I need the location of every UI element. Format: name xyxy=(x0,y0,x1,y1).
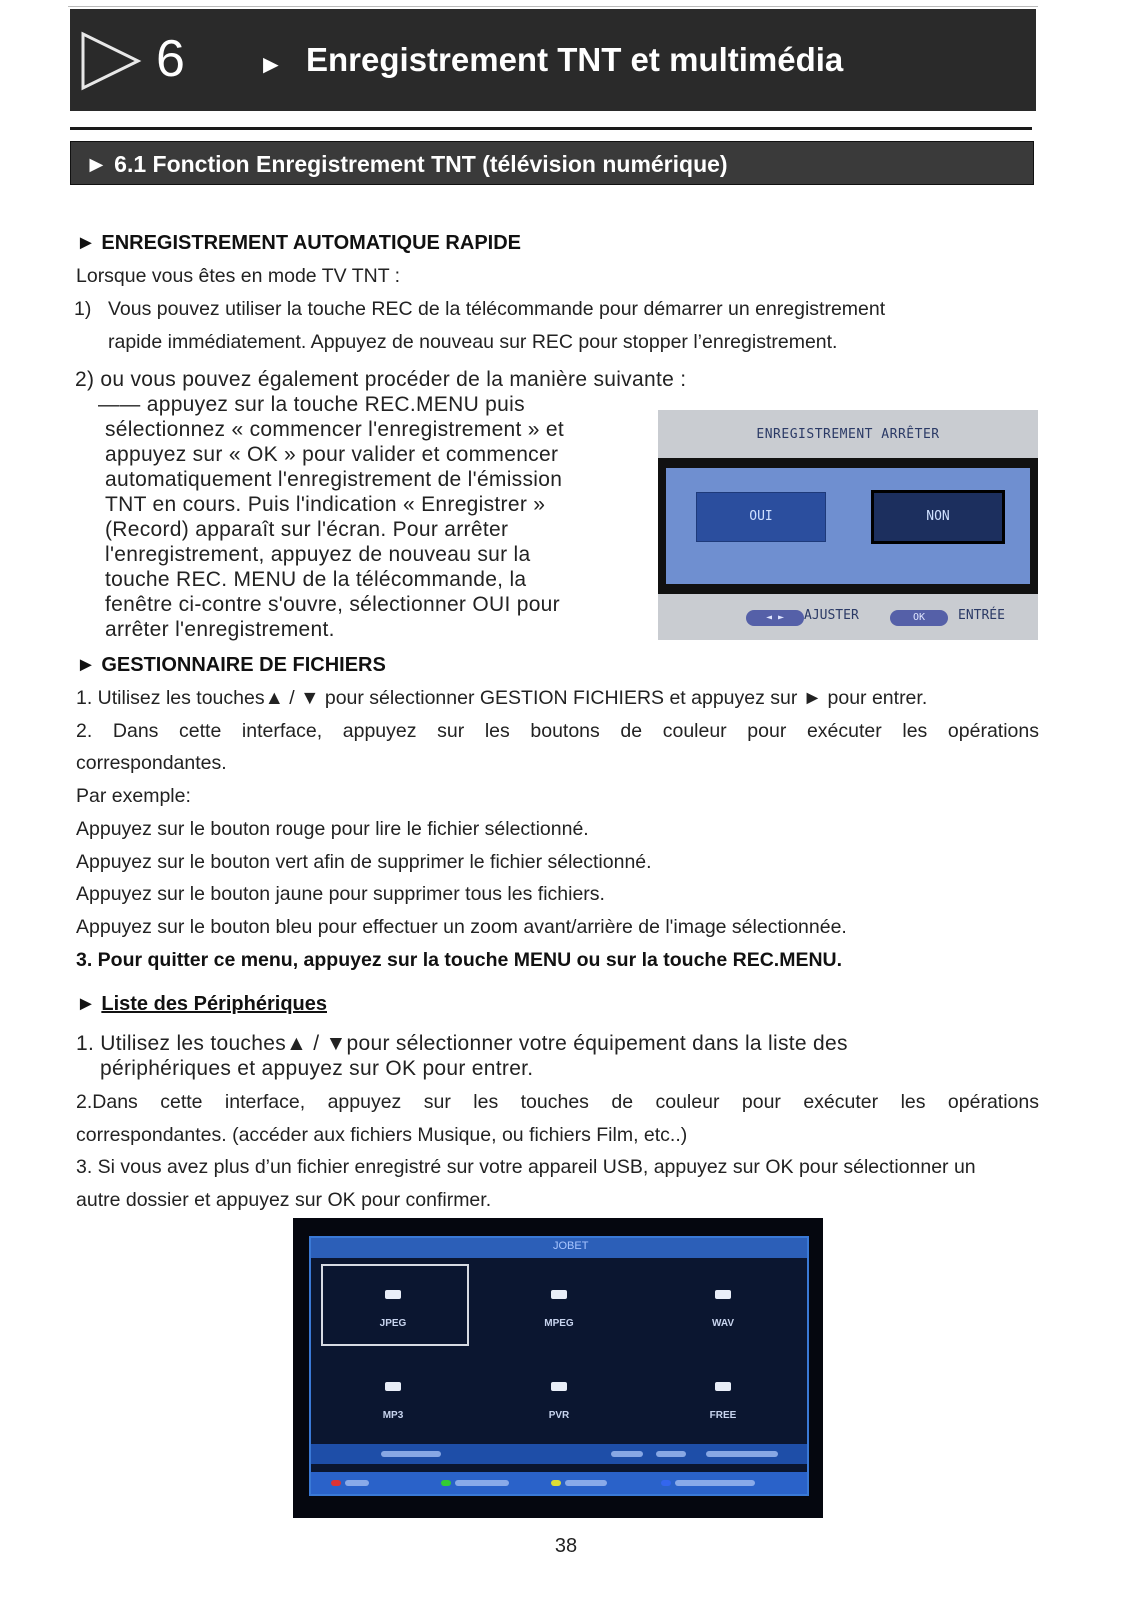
chapter-banner xyxy=(70,9,1036,111)
media-item-pvr[interactable] xyxy=(519,1378,599,1421)
media-item-label: JPEG xyxy=(379,1318,407,1329)
red-key-icon xyxy=(331,1480,341,1486)
media-item-jpeg[interactable] xyxy=(353,1286,433,1329)
rapide-intro: Lorsque vous êtes en mode TV TNT : xyxy=(76,265,401,287)
periph-heading-text: Liste des Périphériques xyxy=(101,993,327,1015)
dialog-yes-button[interactable]: OUI xyxy=(696,492,826,542)
media-tab-label: JOBET xyxy=(553,1240,589,1252)
folder-icon xyxy=(551,1382,567,1391)
enter-label: ENTRÉE xyxy=(958,608,1005,623)
rapide-item2-text-2: sélectionnez « commencer l'enregistrement » et xyxy=(105,418,565,441)
gestion-line-2a: 2. Dans cette interface, appuyez sur les boutons de couleur pour exécuter les opérations xyxy=(76,720,1039,742)
media-browser-screenshot xyxy=(293,1218,823,1518)
dialog-footer xyxy=(658,594,1038,640)
media-topbar xyxy=(311,1238,807,1258)
media-item-mpeg[interactable] xyxy=(519,1286,599,1329)
rapide-item1-line2: rapide immédiatement. Appuyez de nouveau sur REC pour stopper l’enregistrement. xyxy=(108,331,838,353)
section-divider xyxy=(70,127,1032,130)
gestion-line-1: 1. Utilisez les touches▲ / ▼ pour sélectionner GESTION FICHIERS et appuyez sur ► pour entrer. xyxy=(76,687,928,709)
media-info-strip xyxy=(311,1444,807,1464)
media-item-wav[interactable] xyxy=(683,1286,763,1329)
rapide-item2-text-7: l'enregistrement, appuyez de nouveau sur la xyxy=(105,543,531,566)
rapide-item2-text-3: appuyez sur « OK » pour valider et commencer xyxy=(105,443,559,466)
periph-line-3a: 3. Si vous avez plus d’un fichier enregistré sur votre appareil USB, appuyez sur OK pour sélectionner un xyxy=(76,1156,976,1178)
rapide-item2-text-4: automatiquement l'enregistrement de l'émission xyxy=(105,468,563,491)
rapide-item2-text-10: arrêter l'enregistrement. xyxy=(105,618,335,641)
periph-heading-arrow: ► xyxy=(76,993,102,1015)
media-item-label: MPEG xyxy=(544,1318,574,1329)
periph-line-1b: périphériques et appuyez sur OK pour entrer. xyxy=(100,1057,534,1080)
gestion-line-red: Appuyez sur le bouton rouge pour lire le fichier sélectionné. xyxy=(76,818,589,840)
periph-line-2b: correspondantes. (accéder aux fichiers Musique, ou fichiers Film, etc..) xyxy=(76,1124,688,1146)
rapide-item1-line1: Vous pouvez utiliser la touche REC de la télécommande pour démarrer un enregistrement xyxy=(108,298,886,320)
gestion-line-blue: Appuyez sur le bouton bleu pour effectuer un zoom avant/arrière de l'image sélectionnée. xyxy=(76,916,847,938)
rapide-heading: ► ENREGISTREMENT AUTOMATIQUE RAPIDE xyxy=(76,232,521,254)
stop-recording-dialog xyxy=(658,410,1038,640)
rapide-item2-line: 2) ou vous pouvez également procéder de la manière suivante : xyxy=(75,368,687,391)
gestion-line-quit: 3. Pour quitter ce menu, appuyez sur la touche MENU ou sur la touche REC.MENU. xyxy=(76,949,843,971)
gestion-line-yellow: Appuyez sur le bouton jaune pour supprimer tous les fichiers. xyxy=(76,883,605,905)
dialog-body xyxy=(666,468,1030,584)
green-key-icon xyxy=(441,1480,451,1486)
chapter-number: 6 xyxy=(156,30,185,88)
media-item-free[interactable] xyxy=(683,1378,763,1421)
folder-icon xyxy=(385,1382,401,1391)
media-item-label: WAV xyxy=(711,1318,735,1329)
periph-line-2a: 2.Dans cette interface, appuyez sur les touches de couleur pour exécuter les opérations xyxy=(76,1091,1039,1113)
periph-line-1a: 1. Utilisez les touches▲ / ▼pour sélectionner votre équipement dans la liste des xyxy=(76,1032,848,1055)
chapter-title: Enregistrement TNT et multimédia xyxy=(306,41,844,78)
blue-key-icon xyxy=(661,1480,671,1486)
media-color-key-strip xyxy=(311,1472,807,1494)
media-item-label: MP3 xyxy=(382,1410,404,1421)
media-item-label: PVR xyxy=(548,1410,570,1421)
dialog-title: ENREGISTREMENT ARRÊTER xyxy=(658,410,1038,458)
periph-line-3b: autre dossier et appuyez sur OK pour confirmer. xyxy=(76,1189,492,1211)
adjust-arrows-icon: ◄ ► xyxy=(746,610,804,626)
rapide-item1-number: 1) xyxy=(74,298,92,320)
rapide-item2-text-1: —— appuyez sur la touche REC.MENU puis xyxy=(98,393,525,416)
rapide-item2-text-9: fenêtre ci-contre s'ouvre, sélectionner OUI pour xyxy=(105,593,560,616)
rapide-item2-text-6: (Record) apparaît sur l'écran. Pour arrêter xyxy=(105,518,509,541)
folder-icon xyxy=(551,1290,567,1299)
gestion-line-green: Appuyez sur le bouton vert afin de supprimer le fichier sélectionné. xyxy=(76,851,652,873)
media-browser-frame xyxy=(309,1236,809,1496)
page-number: 38 xyxy=(554,1535,578,1557)
gestion-line-3: Par exemple: xyxy=(76,785,191,807)
media-item-mp3[interactable] xyxy=(353,1378,433,1421)
folder-icon xyxy=(715,1290,731,1299)
rapide-item2-text-5: TNT en cours. Puis l'indication « Enregistrer » xyxy=(105,493,546,516)
gestion-line-2b: correspondantes. xyxy=(76,752,227,774)
ok-key-icon: OK xyxy=(890,610,948,626)
adjust-label: AJUSTER xyxy=(804,608,859,623)
folder-icon xyxy=(715,1382,731,1391)
chapter-arrow-icon xyxy=(80,31,142,91)
chapter-bullet-icon: ► xyxy=(258,49,284,79)
media-item-label: FREE xyxy=(709,1410,737,1421)
periph-heading xyxy=(76,993,327,1016)
section-title: ► 6.1 Fonction Enregistrement TNT (télévision numérique) xyxy=(70,141,1034,185)
rapide-item2-text-8: touche REC. MENU de la télécommande, la xyxy=(105,568,527,591)
dialog-no-button[interactable]: NON xyxy=(871,490,1005,544)
yellow-key-icon xyxy=(551,1480,561,1486)
top-hairline xyxy=(68,6,1038,7)
gestion-heading: ► GESTIONNAIRE DE FICHIERS xyxy=(76,654,386,676)
folder-icon xyxy=(385,1290,401,1299)
